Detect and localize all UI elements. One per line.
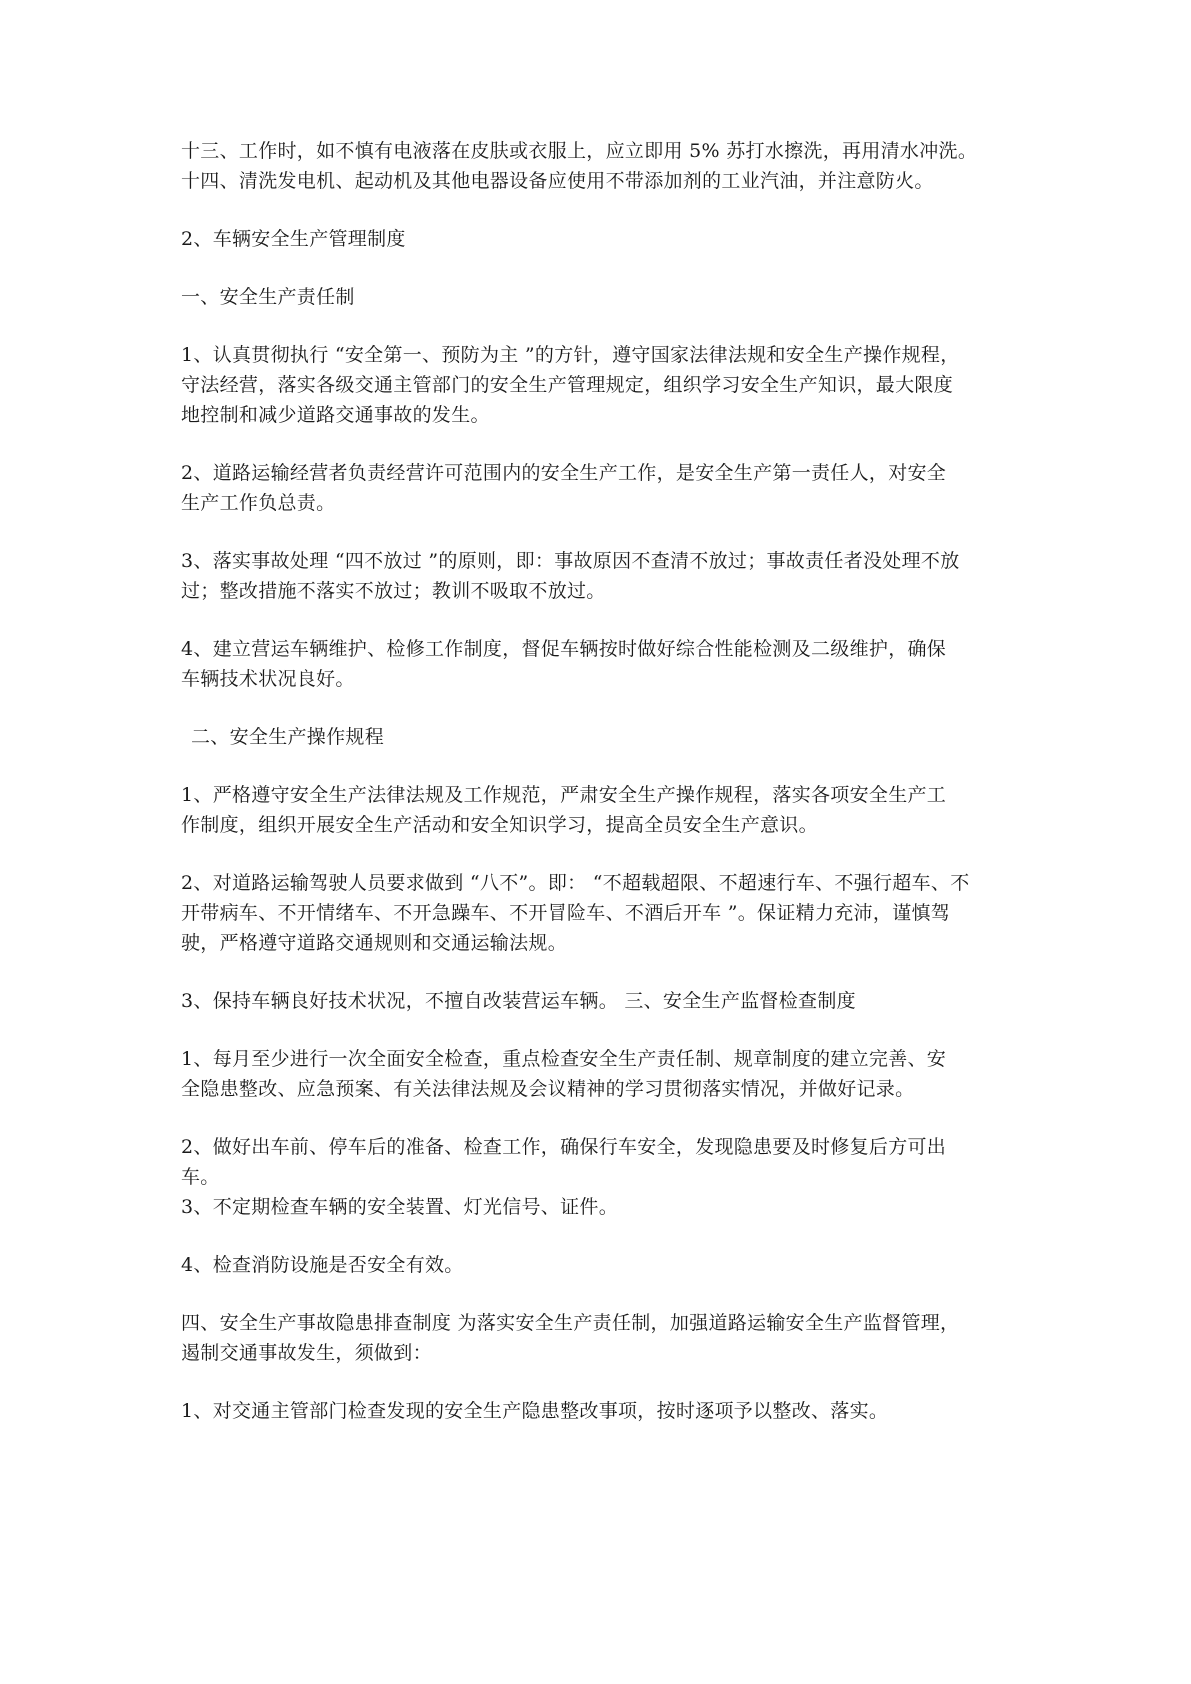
text-line: 1、严格遵守安全生产法律法规及工作规范，严肃安全生产操作规程，落实各项安全生产工 <box>181 784 947 806</box>
text-line: 遏制交通事故发生，须做到： <box>181 1342 432 1364</box>
text-line: 4、检查消防设施是否安全有效。 <box>181 1254 464 1276</box>
text-line: 驶，严格遵守道路交通规则和交通运输法规。 <box>181 932 568 954</box>
text-line: 1、认真贯彻执行 “安全第一、预防为主 ”的方针，遵守国家法律法规和安全生产操作规程， <box>181 344 960 366</box>
text-line: 过；整改措施不落实不放过；教训不吸取不放过。 <box>181 580 606 602</box>
text-line: 守法经营，落实各级交通主管部门的安全生产管理规定，组织学习安全生产知识，最大限度 <box>181 374 954 396</box>
text-line: 2、道路运输经营者负责经营许可范围内的安全生产工作，是安全生产第一责任人，对安全 <box>181 462 947 484</box>
text-line: 2、对道路运输驾驶人员要求做到 “八不”。即： “不超载超限、不超速行车、不强行超车、不 <box>181 872 970 894</box>
section-heading: 2、车辆安全生产管理制度 <box>181 228 406 250</box>
text-line: 3、保持车辆良好技术状况，不擅自改装营运车辆。 三、安全生产监督检查制度 <box>181 990 856 1012</box>
text-line: 作制度，组织开展安全生产活动和安全知识学习，提高全员安全生产意识。 <box>181 814 818 836</box>
text-line: 全隐患整改、应急预案、有关法律法规及会议精神的学习贯彻落实情况，并做好记录。 <box>181 1078 915 1100</box>
text-line: 十四、清洗发电机、起动机及其他电器设备应使用不带添加剂的工业汽油，并注意防火。 <box>181 170 934 192</box>
text-line: 开带病车、不开情绪车、不开急躁车、不开冒险车、不酒后开车 ”。保证精力充沛，谨慎驾 <box>181 902 951 924</box>
section-heading: 二、安全生产操作规程 <box>191 726 385 748</box>
text-line: 3、落实事故处理 “四不放过 ”的原则，即：事故原因不查清不放过；事故责任者没处理不放 <box>181 550 960 572</box>
text-line: 1、对交通主管部门检查发现的安全生产隐患整改事项，按时逐项予以整改、落实。 <box>181 1400 889 1422</box>
section-heading: 一、安全生产责任制 <box>181 286 355 308</box>
text-line: 4、建立营运车辆维护、检修工作制度，督促车辆按时做好综合性能检测及二级维护，确保 <box>181 638 947 660</box>
text-line: 车。 <box>181 1166 220 1188</box>
text-line: 1、每月至少进行一次全面安全检查，重点检查安全生产责任制、规章制度的建立完善、安 <box>181 1048 947 1070</box>
text-line: 十三、工作时，如不慎有电液落在皮肤或衣服上，应立即用 5% 苏打水擦洗，再用清水冲洗。 <box>181 140 978 162</box>
text-line: 四、安全生产事故隐患排查制度 为落实安全生产责任制，加强道路运输安全生产监督管理， <box>181 1312 960 1334</box>
text-line: 生产工作负总责。 <box>181 492 336 514</box>
text-line: 车辆技术状况良好。 <box>181 668 355 690</box>
text-line: 2、做好出车前、停车后的准备、检查工作，确保行车安全，发现隐患要及时修复后方可出 <box>181 1136 947 1158</box>
text-line: 地控制和减少道路交通事故的发生。 <box>181 404 490 426</box>
text-line: 3、不定期检查车辆的安全装置、灯光信号、证件。 <box>181 1196 618 1218</box>
